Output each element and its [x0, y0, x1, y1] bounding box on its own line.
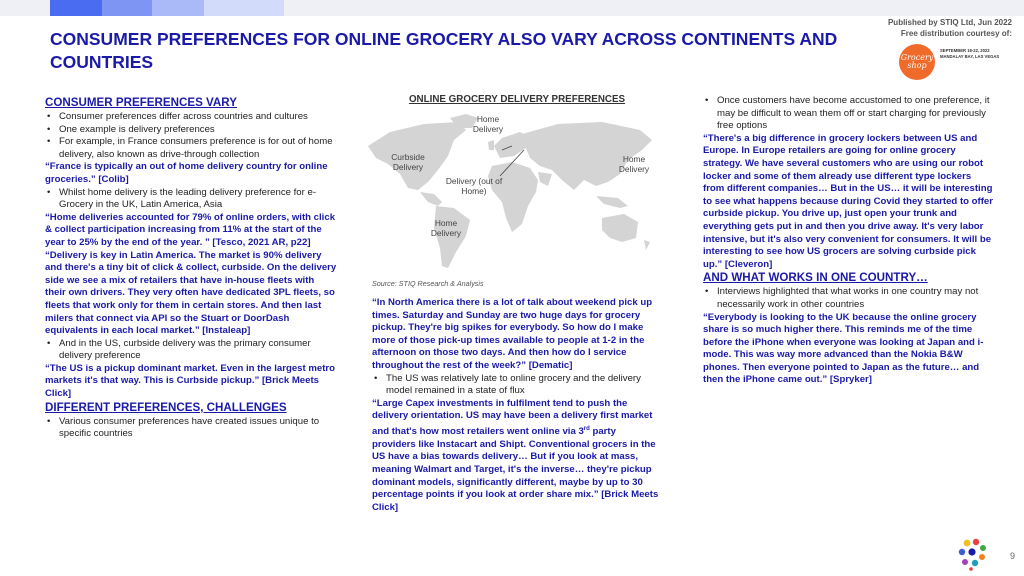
quote: “France is typically an out of home delivery country for online groceries.” [Colib] — [45, 161, 328, 185]
map-source: Source: STIQ Research & Analysis — [372, 279, 484, 288]
column-right — [703, 95, 995, 387]
stiq-logo-icon — [957, 537, 989, 571]
bullet-item: • Various consumer preferences have created issues unique to specific countries — [45, 416, 337, 441]
world-map — [362, 110, 662, 275]
banner-segment — [50, 0, 102, 16]
section-heading: DIFFERENT PREFERENCES, CHALLENGES — [45, 400, 287, 414]
bullet-item: • And in the US, curbside delivery was the primary consumer delivery preference — [45, 338, 337, 363]
bullet-item: • One example is delivery preferences — [45, 124, 337, 137]
bullet-item: • Interviews highlighted that what works in one country may not necessarily work in other countries — [703, 286, 995, 311]
label-asia: Home Delivery — [618, 154, 650, 174]
bullet-item: • Once customers have become accustomed to one preference, it may be difficult to wean them off or start charging for previously free options — [703, 95, 995, 133]
landmasses — [368, 114, 652, 268]
world-map-graphic — [362, 110, 662, 275]
bullet-item: • Whilst home delivery is the leading delivery preference for e-Grocery in the UK, Latin America, Asia — [45, 187, 337, 212]
quote: “The US is a pickup dominant market. Even in the largest metro markets it's that way. This is Curbside pickup.” [Brick Meets Click] — [45, 362, 336, 400]
banner-segment — [102, 0, 152, 16]
event-venue: MANDALAY BAY, LAS VEGAS — [940, 54, 1000, 59]
banner-segment — [204, 0, 284, 16]
top-banner — [0, 0, 1024, 16]
label-france: Delivery (out of Home) — [445, 176, 503, 196]
map-title: ONLINE GROCERY DELIVERY PREFERENCES — [408, 94, 626, 105]
publisher-info — [888, 17, 1012, 39]
quote: “There's a big difference in grocery lockers between US and Europe. In Europe retailers are going for online grocery strategy. We have several customers who are using our robot locker and some of them already use different type lockers from different companies… But in the US… it will be interesting to see what happens because during Covid they started to offer curbside pickup. You drive up, just open your trunk and everything gets put in and then you drive away. It's very labor intensive, but it's also very convenient for consumers. It will be interesting to see how US grocers are solving curbside pick up.” [Cleveron] — [703, 132, 993, 270]
bullet-item: • Consumer preferences differ across countries and cultures — [45, 111, 337, 124]
label-europe: Home Delivery — [472, 114, 504, 134]
banner-segment — [152, 0, 204, 16]
quote: “Delivery is key in Latin America. The market is 90% delivery and there's a tiny bit of click & collect, curbside. On the delivery side we see a mix of retailers that have in-house fleets with their own drivers. They very often have dedicated 3PL fleets, so fleets that work only for them in certain stores. And then last milers that connect via API so the Stuart or DoorDash equivalents in each local market.” [Instaleap] — [45, 249, 337, 337]
quote: “Home deliveries accounted for 79% of online orders, with click & collect participation increasing from 11% at the start of the year to 25% by the end of the year. ” [Tesco, 2021 AR, p22] — [45, 211, 336, 248]
distribution-note: Free distribution courtesy of: — [900, 29, 1012, 38]
page-title: CONSUMER PREFERENCES FOR ONLINE GROCERY ALSO VARY ACROSS CONTINENTS AND COUNTRIES — [50, 29, 838, 72]
quote: “In North America there is a lot of talk about weekend pick up times. Saturday and Sunday are two huge days for grocery pickup. They're big spikes for everybody. So how do I make more of those pick-up times available to people at 1-2 in the afternoon on those two days. And then how do I service throughout the rest of the week?” [Dematic] — [372, 297, 653, 371]
bullet-item: • For example, in France consumers preference is for out of home delivery, also known as drive-through collection — [45, 136, 337, 161]
column-middle — [372, 297, 662, 514]
published-by: Published by STIQ Ltd, Jun 2022 — [887, 18, 1012, 27]
column-left — [45, 96, 337, 441]
quote: “Large Capex investments in fulfilment tend to push the delivery orientation. US may have been a delivery first market and that's how most retailers went online via 3rd party providers like Instacart and Shipt. Conventional grocers in the US have a bias towards delivery… But if you look at mass, meaning Walmart and Target, it's the inverse… they're pickup dominant models, significantly different, maybe by up to 30 percentage points if you look at order share mix.” [Brick Meets Click] — [372, 397, 659, 513]
page-number: 9 — [1009, 551, 1015, 561]
quote: “Everybody is looking to the UK because the online grocery share is so much higher there. This reminds me of the time before the iPhone when everyone was looking at Japan and i-mode. This was way more advanced than the Nokia B&W phones. Then everyone pointed to Japan as the future… and then the iPhone came out.” [Spryker] — [703, 311, 984, 386]
section-heading: AND WHAT WORKS IN ONE COUNTRY… — [703, 271, 928, 285]
section-heading: CONSUMER PREFERENCES VARY — [45, 96, 237, 109]
event-info — [940, 48, 1015, 60]
groceryshop-logo: Grocery shop — [899, 44, 935, 80]
bullet-item: • The US was relatively late to online grocery and the delivery model remained in a state of flux — [372, 373, 662, 398]
label-latam: Home Delivery — [430, 218, 462, 238]
label-curbside: Curbside Delivery — [391, 152, 425, 172]
event-dates: SEPTEMBER 19-22, 2022 — [940, 48, 990, 53]
